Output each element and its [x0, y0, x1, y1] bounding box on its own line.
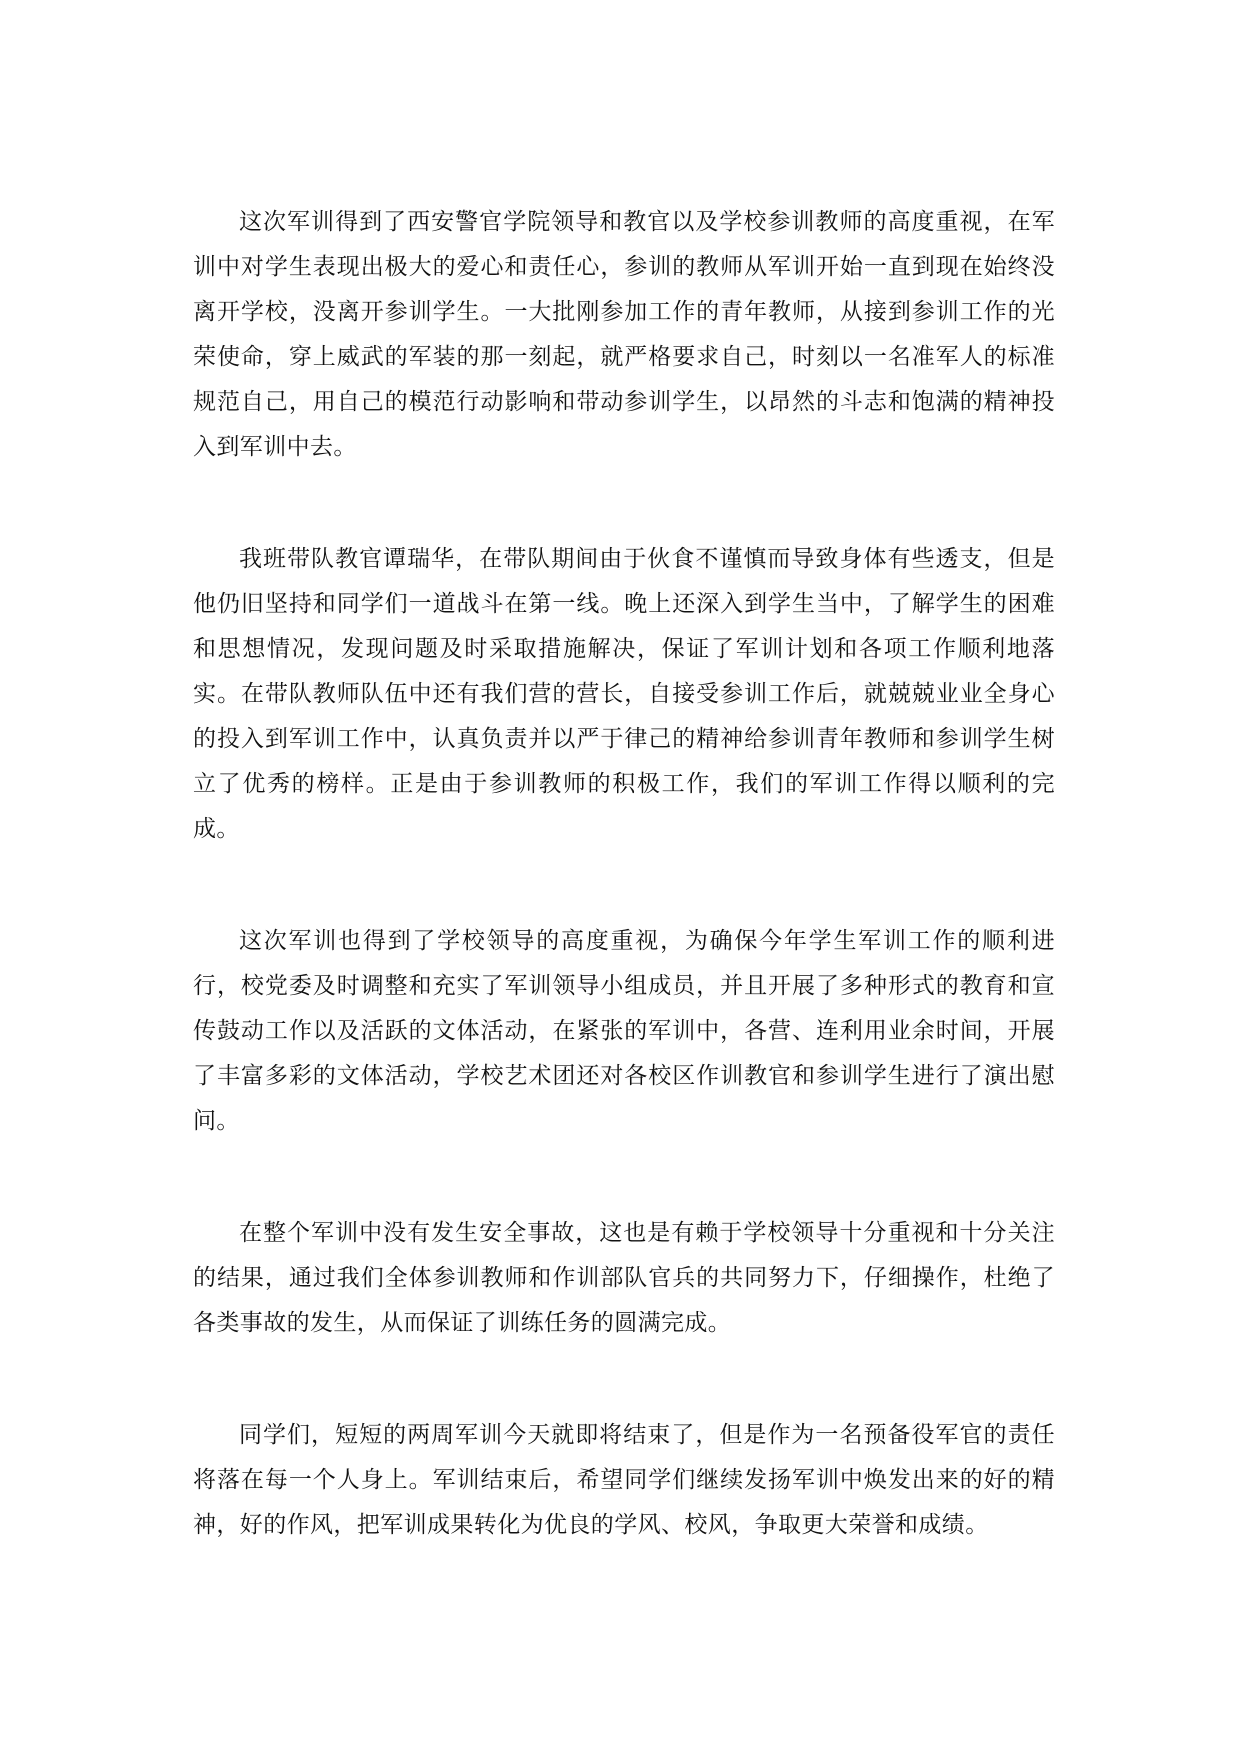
paragraph-1: 这次军训得到了西安警官学院领导和教官以及学校参训教师的高度重视，在军训中对学生表现出极大的爱心和责任心，参训的教师从军训开始一直到现在始终没离开学校，没离开参训学生。一大批刚参加工作的青年教师，从接到参训工作的光荣使命，穿上威武的军装的那一刻起，就严格要求自己，时刻以一名准军人的标准规范自己，用自己的模范行动影响和带动参训学生，以昂然的斗志和饱满的精神投入到军训中去。: [193, 209, 1055, 460]
paragraph-5: 同学们，短短的两周军训今天就即将结束了，但是作为一名预备役军官的责任将落在每一个人身上。军训结束后，希望同学们继续发扬军训中焕发出来的好的精神，好的作风，把军训成果转化为优良的学风、校风，争取更大荣誉和成绩。: [193, 1422, 1055, 1538]
document-page: [193, 200, 1055, 1615]
paragraph-4: 在整个军训中没有发生安全事故，这也是有赖于学校领导十分重视和十分关注的结果，通过我们全体参训教师和作训部队官兵的共同努力下，仔细操作，杜绝了各类事故的发生，从而保证了训练任务的圆满完成。: [193, 1220, 1055, 1336]
paragraph-2: 我班带队教官谭瑞华，在带队期间由于伙食不谨慎而导致身体有些透支，但是他仍旧坚持和同学们一道战斗在第一线。晚上还深入到学生当中，了解学生的困难和思想情况，发现问题及时采取措施解决，保证了军训计划和各项工作顺利地落实。在带队教师队伍中还有我们营的营长，自接受参训工作后，就兢兢业业全身心的投入到军训工作中，认真负责并以严于律己的精神给参训青年教师和参训学生树立了优秀的榜样。正是由于参训教师的积极工作，我们的军训工作得以顺利的完成。: [193, 546, 1055, 842]
paragraph-3: 这次军训也得到了学校领导的高度重视，为确保今年学生军训工作的顺利进行，校党委及时调整和充实了军训领导小组成员，并且开展了多种形式的教育和宣传鼓动工作以及活跃的文体活动，在紧张的军训中，各营、连利用业余时间，开展了丰富多彩的文体活动，学校艺术团还对各校区作训教官和参训学生进行了演出慰问。: [193, 928, 1055, 1134]
